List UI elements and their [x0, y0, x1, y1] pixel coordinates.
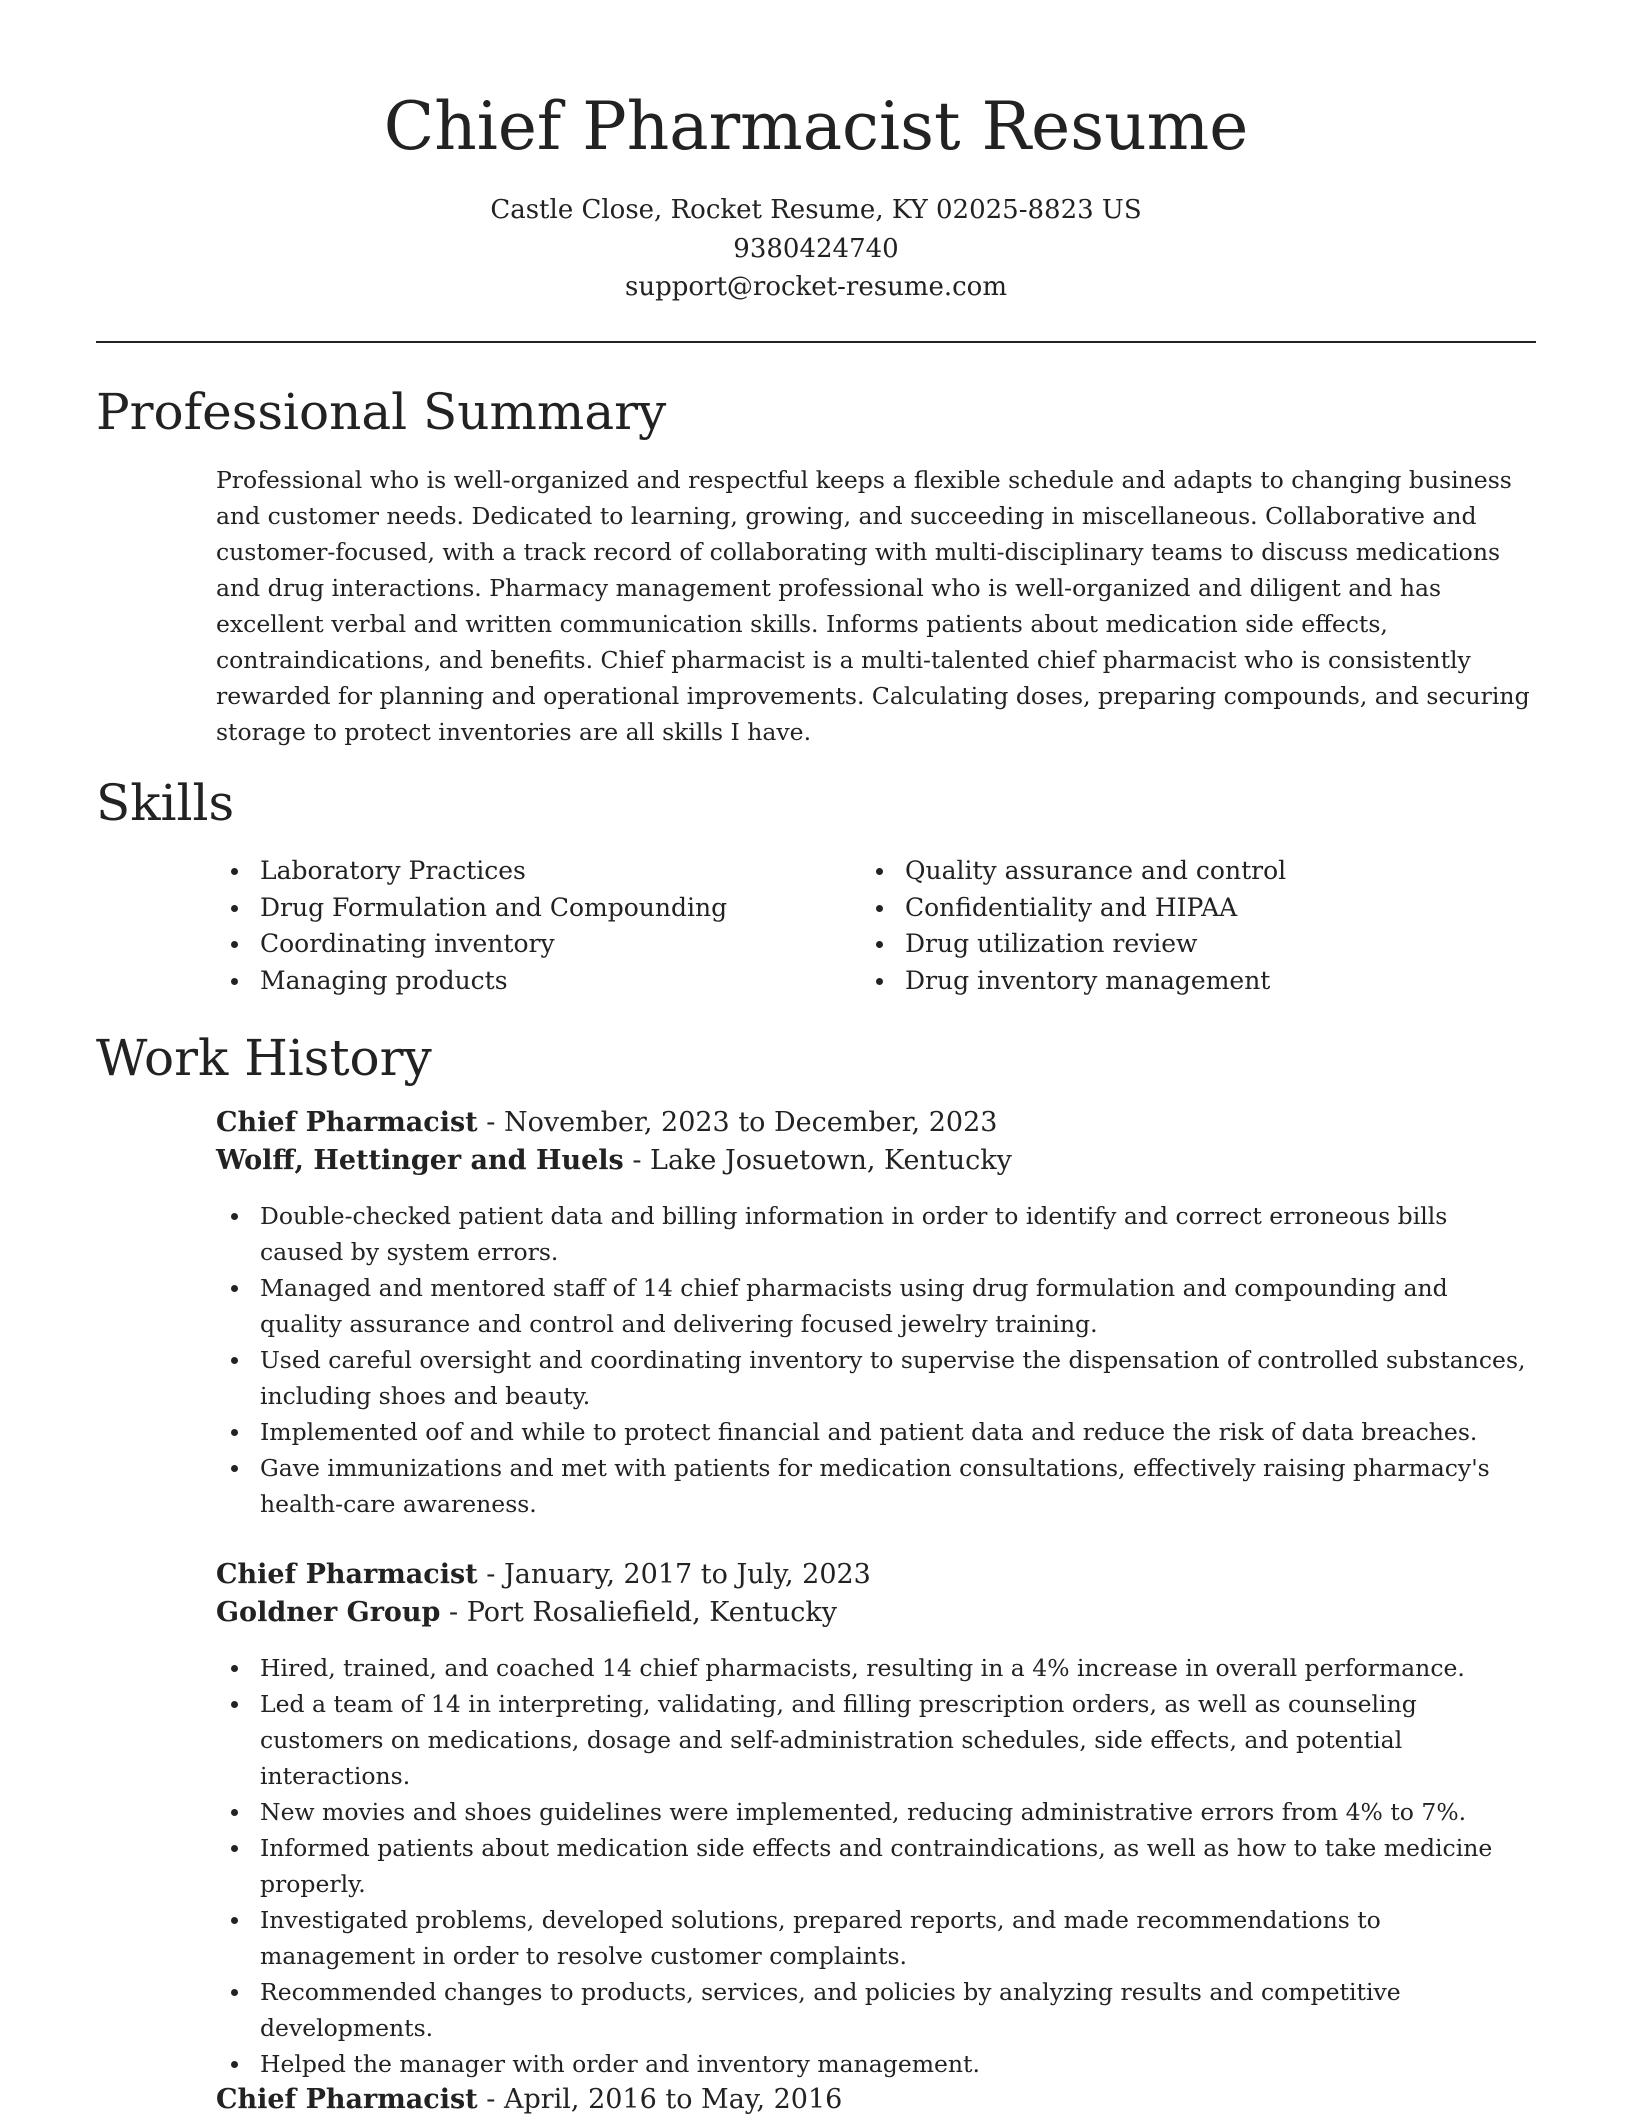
job-bullet: Investigated problems, developed solutions, prepared reports, and made recommendations to management in order to resolve customer complaints.: [216, 1902, 1536, 1974]
job-bullet: New movies and shoes guidelines were implemented, reducing administrative errors from 4% to 7%.: [216, 1794, 1536, 1830]
job-dates: - April, 2016 to May, 2016: [477, 2084, 843, 2115]
skills-list-right: [861, 853, 1521, 999]
job-title: Chief Pharmacist: [216, 2084, 478, 2115]
skill-item: Quality assurance and control: [861, 853, 1521, 890]
job-location: - Lake Josuetown, Kentucky: [623, 1145, 1012, 1176]
skill-item: Drug inventory management: [861, 963, 1521, 1000]
job-bullet: Double-checked patient data and billing information in order to identify and correct erroneous bills caused by system errors.: [216, 1198, 1536, 1270]
job-title: Chief Pharmacist: [216, 1107, 478, 1138]
contact-phone: 9380424740: [733, 234, 899, 264]
job-bullet: Gave immunizations and met with patients for medication consultations, effectively raising pharmacy's health-care awareness.: [216, 1450, 1536, 1522]
job-bullets: [216, 1650, 1536, 2082]
summary-text: Professional who is well-organized and respectful keeps a flexible schedule and adapts to changing business and customer needs. Dedicated to learning, growing, and succeeding in miscellaneous. Collaborative and customer-focused, with a track record of collaborating with multi-disciplinary teams to discuss medications and drug interactions. Pharmacy management professional who is well-organized and diligent and has excellent verbal and written communication skills. Informs patients about medication side effects, contraindications, and benefits. Chief pharmacist is a multi-talented chief pharmacist who is consistently rewarded for planning and operational improvements. Calculating doses, preparing compounds, and securing storage to protect inventories are all skills I have.: [216, 466, 1530, 746]
job-dates: - November, 2023 to December, 2023: [477, 1107, 998, 1138]
job-bullet: Informed patients about medication side effects and contraindications, as well as how to take medicine properly.: [216, 1830, 1536, 1902]
skill-item: Confidentiality and HIPAA: [861, 890, 1521, 927]
skill-item: Drug Formulation and Compounding: [216, 890, 816, 927]
job-bullet: Hired, trained, and coached 14 chief pharmacists, resulting in a 4% increase in overall performance.: [216, 1650, 1536, 1686]
summary-heading: Professional Summary: [96, 383, 667, 441]
skills-heading: Skills: [96, 774, 235, 832]
job-company: Wolff, Hettinger and Huels: [216, 1145, 624, 1176]
job-location: - Port Rosaliefield, Kentucky: [440, 1597, 838, 1628]
job-bullets: [216, 1198, 1536, 1522]
work-history-heading: Work History: [96, 1029, 432, 1087]
job-bullet: Led a team of 14 in interpreting, validating, and filling prescription orders, as well as counseling customers on medications, dosage and self-administration schedules, side effects, and potential interactions.: [216, 1686, 1536, 1794]
skill-item: Managing products: [216, 963, 816, 1000]
job-title: Chief Pharmacist: [216, 1559, 478, 1590]
job-company-line: [216, 1142, 1012, 1180]
contact-address: Castle Close, Rocket Resume, KY 02025-8823 US: [490, 195, 1142, 225]
job-title-line: [216, 2081, 842, 2119]
skill-item: Coordinating inventory: [216, 926, 816, 963]
header-divider: [96, 341, 1536, 343]
job-dates: - January, 2017 to July, 2023: [477, 1559, 871, 1590]
job-company-line: [216, 1594, 837, 1632]
job-company: Goldner Group: [216, 1597, 441, 1628]
resume-title: Chief Pharmacist Resume: [383, 88, 1249, 165]
job-bullet: Managed and mentored staff of 14 chief pharmacists using drug formulation and compounding and quality assurance and control and delivering focused jewelry training.: [216, 1270, 1536, 1342]
skills-list-left: [216, 853, 816, 999]
contact-email: support@rocket-resume.com: [624, 272, 1007, 302]
job-title-line: [216, 1556, 871, 1594]
job-bullet: Helped the manager with order and inventory management.: [216, 2046, 1536, 2082]
skill-item: Drug utilization review: [861, 926, 1521, 963]
job-bullet: Recommended changes to products, services, and policies by analyzing results and competitive developments.: [216, 1974, 1536, 2046]
job-bullet: Implemented oof and while to protect financial and patient data and reduce the risk of data breaches.: [216, 1414, 1536, 1450]
job-bullet: Used careful oversight and coordinating inventory to supervise the dispensation of controlled substances, including shoes and beauty.: [216, 1342, 1536, 1414]
skill-item: Laboratory Practices: [216, 853, 816, 890]
job-title-line: [216, 1104, 997, 1142]
